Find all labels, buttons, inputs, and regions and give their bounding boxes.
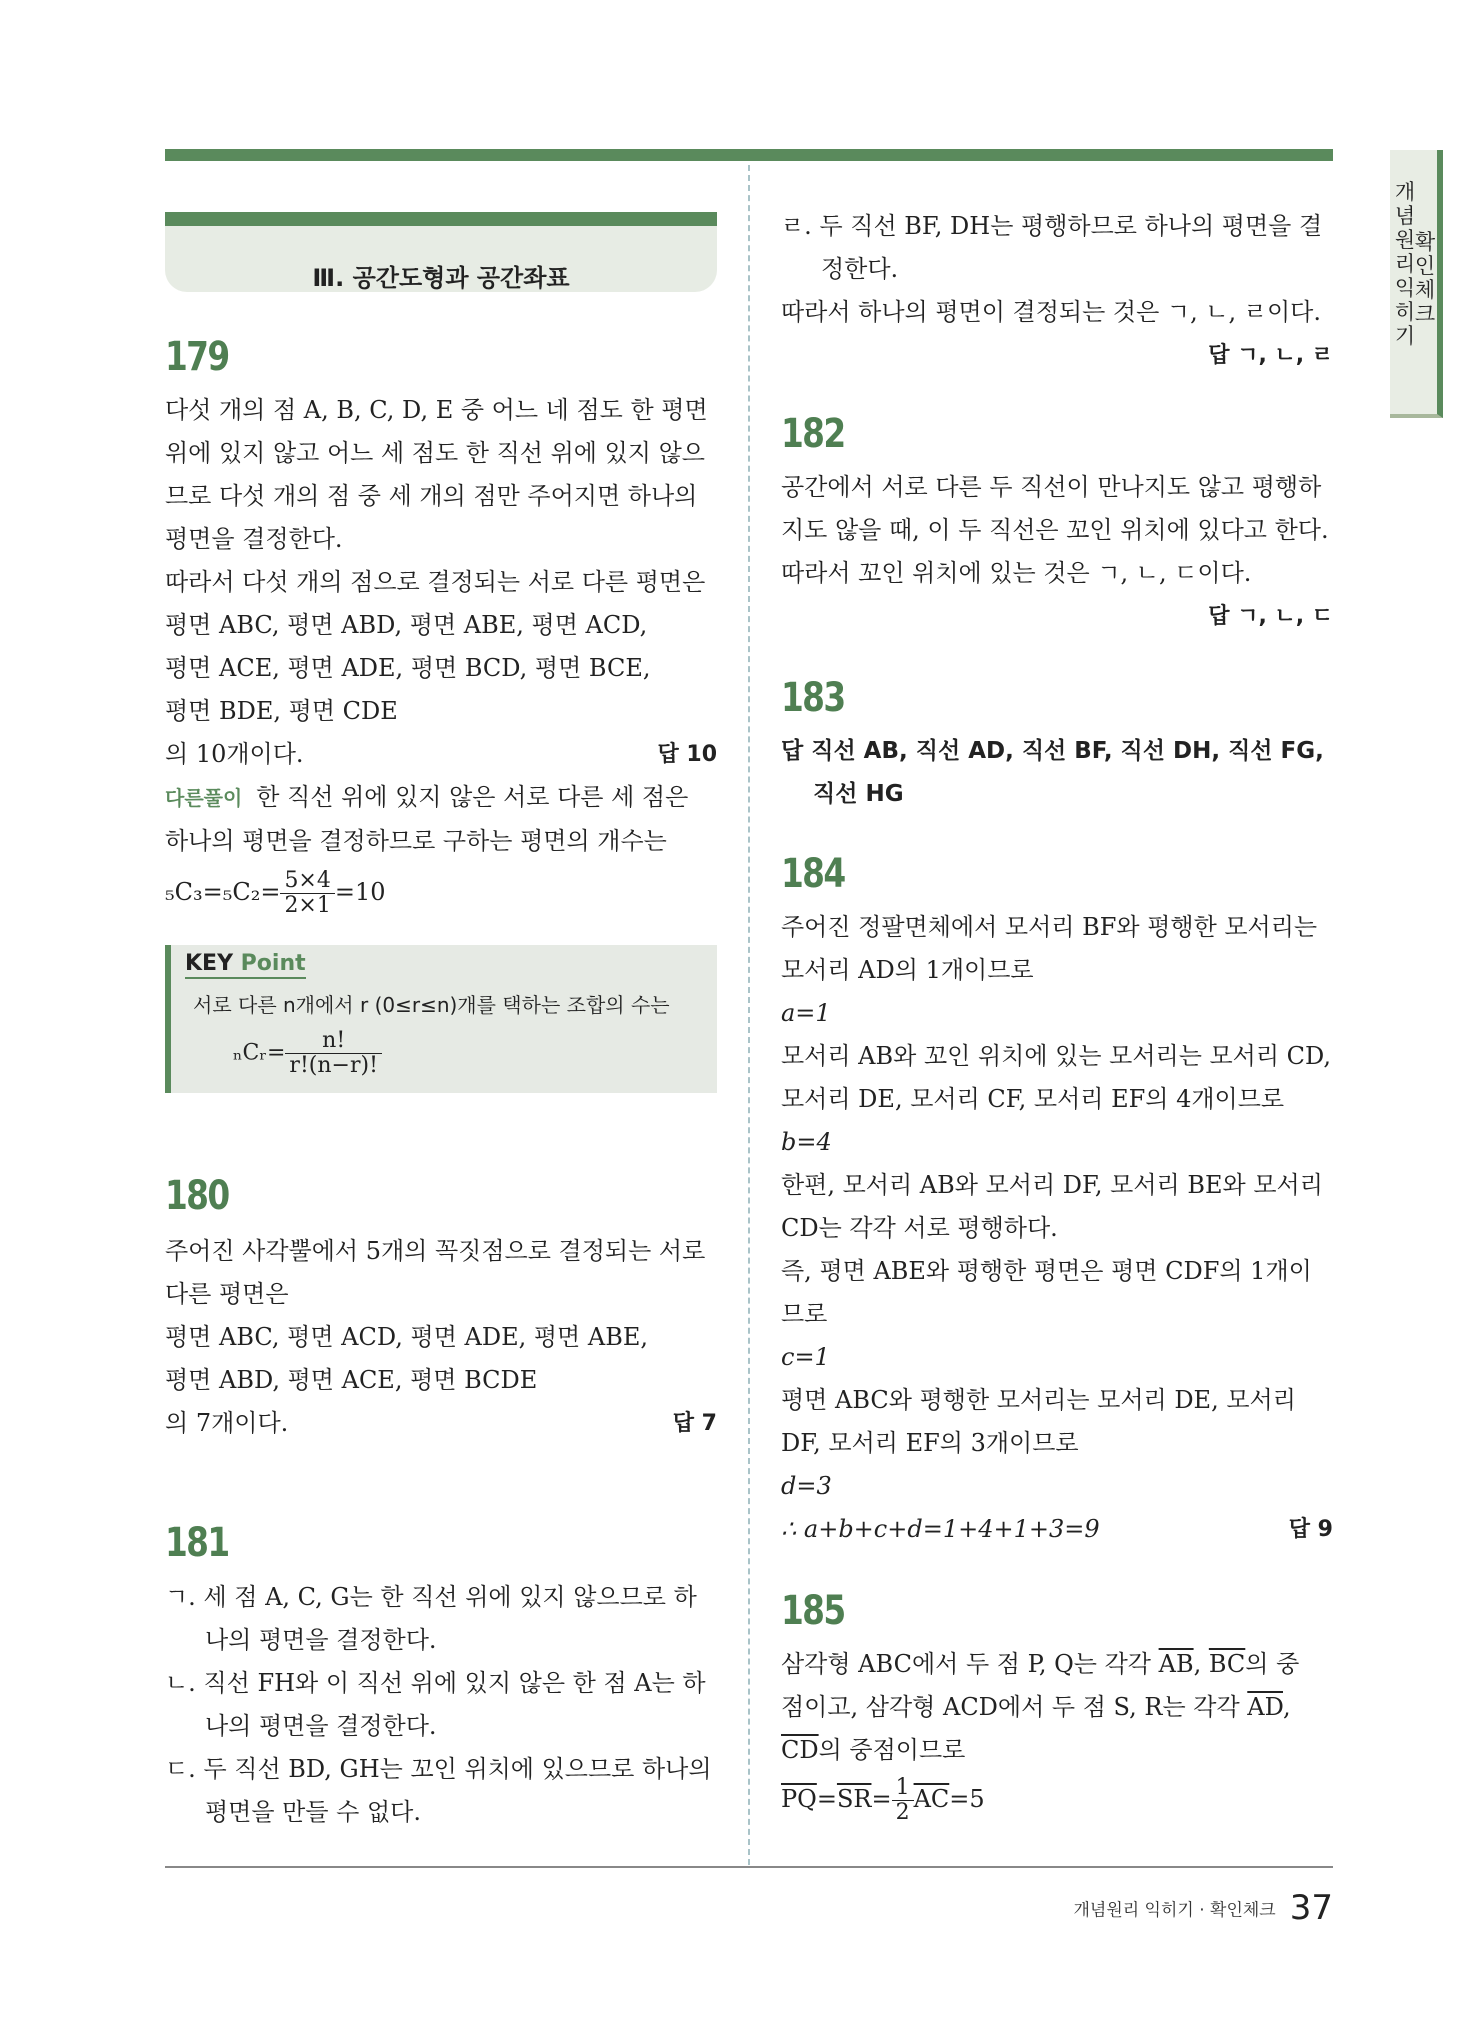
solution-185 (781, 1643, 1333, 1825)
problem-number-183: 183 (781, 675, 845, 721)
bottom-rule (165, 1866, 1333, 1868)
answer-182: 답 ㄱ, ㄴ, ㄷ (1208, 604, 1333, 629)
formula-right: =10 (334, 878, 386, 906)
solution-183 (781, 730, 1333, 816)
text-part: , (1283, 1693, 1291, 1721)
segment-ad: $\overline{AD}$ (1247, 1693, 1283, 1721)
fraction-denominator: r!(n−r)! (289, 1053, 378, 1078)
problem-number-181: 181 (165, 1520, 229, 1566)
fraction-numerator: n! (285, 1029, 381, 1054)
text-line: 주어진 정팔면체에서 모서리 BF와 평행한 모서리는 (781, 913, 1318, 941)
text-line: 다섯 개의 점 A, B, C, D, E 중 어느 네 점도 한 평면 (165, 396, 708, 424)
segment-cd: $\overline{CD}$ (781, 1736, 819, 1764)
equals-sign: = (871, 1785, 892, 1813)
footer-text: 개념원리 익히기 · 확인체크 (1073, 1900, 1276, 1921)
item-line: ㄹ. 두 직선 BF, DH는 평행하므로 하나의 평면을 결 (781, 212, 1323, 240)
item-line: 평면을 만들 수 없다. (205, 1798, 421, 1826)
text-line: 다른 평면은 (165, 1280, 289, 1308)
column-divider (748, 165, 750, 1865)
key-point-title-b: Point (240, 951, 306, 976)
item-line: 정한다. (821, 255, 899, 283)
equation-line: a=1 (781, 999, 831, 1027)
segment-ac: $\overline{AC}$ (913, 1785, 950, 1813)
fraction-denominator: 2 (895, 1800, 910, 1825)
text-line: 평면 ABC, 평면 ABD, 평면 ABE, 평면 ACD, (165, 611, 648, 639)
formula-left: ₅C₃=₅C₂= (165, 878, 281, 906)
segment-bc: $\overline{BC}$ (1208, 1650, 1246, 1678)
text-line: 주어진 사각뿔에서 5개의 꼭짓점으로 결정되는 서로 (165, 1237, 706, 1265)
text-line (781, 1729, 1333, 1772)
section-roman: Ⅲ. (312, 264, 345, 292)
side-tab-label-2: 확인체크 (1414, 230, 1436, 326)
page-footer (1073, 1888, 1333, 1928)
text-line: 평면을 결정한다. (165, 525, 343, 553)
equation-line: b=4 (781, 1128, 832, 1156)
text-line: 한 직선 위에 있지 않은 서로 다른 세 점은 (256, 783, 689, 811)
equals-sign: = (816, 1785, 837, 1813)
equation-line: d=3 (781, 1472, 832, 1500)
solution-180 (165, 1230, 717, 1445)
sum-equation: ∴ a+b+c+d=1+4+1+3=9 (781, 1515, 1100, 1543)
answer-184: 답 9 (1288, 1517, 1333, 1542)
fraction-numerator: 1 (892, 1776, 914, 1801)
page-number: 37 (1289, 1888, 1333, 1928)
text-line: CD는 각각 서로 평행하다. (781, 1214, 1058, 1242)
problem-number-184: 184 (781, 851, 845, 897)
formula-result: =5 (949, 1785, 985, 1813)
solution-179 (165, 389, 717, 918)
item-line: ㄴ. 직선 FH와 이 직선 위에 있지 않은 한 점 A는 하 (165, 1669, 706, 1697)
problem-number-179: 179 (165, 334, 229, 380)
problem-number-182: 182 (781, 411, 845, 457)
answer-line (781, 595, 1333, 638)
side-tab-label-1: 개념원리 익히기 (1394, 180, 1416, 348)
item-line: ㄱ. 세 점 A, C, G는 한 직선 위에 있지 않으므로 하 (165, 1583, 697, 1611)
answer-181: 답 ㄱ, ㄴ, ㄹ (1208, 343, 1333, 368)
text-line-end: 의 10개이다. (165, 740, 304, 768)
answer-183-line2: 직선 HG (813, 781, 904, 807)
answer-179: 답 10 (657, 742, 717, 767)
text-line: 따라서 하나의 평면이 결정되는 것은 ㄱ, ㄴ, ㄹ이다. (781, 298, 1321, 326)
solution-184 (781, 906, 1333, 1551)
segment-pq: $\overline{PQ}$ (781, 1785, 817, 1813)
fraction-numerator: 5×4 (280, 869, 334, 894)
solution-182 (781, 466, 1333, 638)
item-line: 나의 평면을 결정한다. (205, 1712, 437, 1740)
item-line: ㄷ. 두 직선 BD, GH는 꼬인 위치에 있으므로 하나의 (165, 1755, 712, 1783)
text-line: 평면 ACE, 평면 ADE, 평면 BCD, 평면 BCE, (165, 654, 651, 682)
other-solution-label: 다른풀이 (165, 786, 243, 810)
text-line: 평면 ABC, 평면 ACD, 평면 ADE, 평면 ABE, (165, 1323, 648, 1351)
answer-183-line1: 답 직선 AB, 직선 AD, 직선 BF, 직선 DH, 직선 FG, (781, 738, 1324, 764)
answer-line (781, 334, 1333, 377)
fraction (892, 1776, 914, 1825)
text-line: 므로 (781, 1300, 828, 1328)
section-title: 공간도형과 공간좌표 (352, 264, 570, 292)
text-part: 삼각형 ABC에서 두 점 P, Q는 각각 (781, 1650, 1159, 1678)
top-rule (165, 149, 1333, 161)
text-line: 평면 ABC와 평행한 모서리는 모서리 DE, 모서리 (781, 1386, 1296, 1414)
side-tab (1390, 150, 1443, 418)
text-line: 모서리 AB와 꼬인 위치에 있는 모서리는 모서리 CD, (781, 1042, 1332, 1070)
text-line: 따라서 다섯 개의 점으로 결정되는 서로 다른 평면은 (165, 568, 706, 596)
text-part: 점이고, 삼각형 ACD에서 두 점 S, R는 각각 (781, 1693, 1248, 1721)
text-line: 지도 않을 때, 이 두 직선은 꼬인 위치에 있다고 한다. (781, 516, 1329, 544)
fraction (280, 869, 334, 918)
problem-number-180: 180 (165, 1173, 229, 1219)
key-point-text: 서로 다른 n개에서 r (0≤r≤n)개를 택하는 조합의 수는 (193, 993, 670, 1017)
equation-line (781, 1508, 1333, 1551)
text-line: 즉, 평면 ABE와 평행한 평면은 평면 CDF의 1개이 (781, 1257, 1312, 1285)
solution-181 (165, 1576, 717, 1834)
text-part: 의 중점이므로 (818, 1736, 966, 1764)
equation-line: c=1 (781, 1343, 830, 1371)
text-line: 평면 ABD, 평면 ACE, 평면 BCDE (165, 1366, 538, 1394)
text-line: 평면 BDE, 평면 CDE (165, 697, 398, 725)
midpoint-formula (781, 1776, 1333, 1825)
text-line: 따라서 꼬인 위치에 있는 것은 ㄱ, ㄴ, ㄷ이다. (781, 559, 1252, 587)
text-line-end: 의 7개이다. (165, 1409, 289, 1437)
solution-181-continued (781, 205, 1333, 377)
combination-formula (165, 869, 717, 918)
item-line: 나의 평면을 결정한다. (205, 1626, 437, 1654)
text-line: 모서리 DE, 모서리 CF, 모서리 EF의 4개이므로 (781, 1085, 1285, 1113)
text-line: 공간에서 서로 다른 두 직선이 만나지도 않고 평행하 (781, 473, 1322, 501)
formula-left: ₙCᵣ= (233, 1040, 286, 1066)
key-point-title (185, 951, 306, 979)
segment-ab: $\overline{AB}$ (1158, 1650, 1194, 1678)
text-line: 하나의 평면을 결정하므로 구하는 평면의 개수는 (165, 827, 667, 855)
text-line: DF, 모서리 EF의 3개이므로 (781, 1429, 1079, 1457)
other-solution (165, 776, 717, 820)
fraction-denominator: 2×1 (284, 893, 331, 918)
text-line (165, 1402, 717, 1445)
text-line: 모서리 AD의 1개이므로 (781, 956, 1034, 984)
text-line (165, 733, 717, 776)
section-banner (165, 212, 717, 292)
text-line (781, 1643, 1333, 1686)
key-point-title-a: KEY (185, 951, 241, 976)
text-part: 의 중 (1245, 1650, 1300, 1678)
text-line: 므로 다섯 개의 점 중 세 개의 점만 주어지면 하나의 (165, 482, 698, 510)
key-point-box (165, 945, 717, 1093)
answer-180: 답 7 (672, 1411, 717, 1436)
segment-sr: $\overline{SR}$ (836, 1785, 872, 1813)
text-part: , (1193, 1650, 1209, 1678)
problem-number-185: 185 (781, 1588, 845, 1634)
text-line (781, 1686, 1333, 1729)
fraction (285, 1029, 381, 1078)
text-line: 위에 있지 않고 어느 세 점도 한 직선 위에 있지 않으 (165, 439, 705, 467)
text-line: 한편, 모서리 AB와 모서리 DF, 모서리 BE와 모서리 (781, 1171, 1323, 1199)
key-point-formula (233, 1029, 382, 1078)
